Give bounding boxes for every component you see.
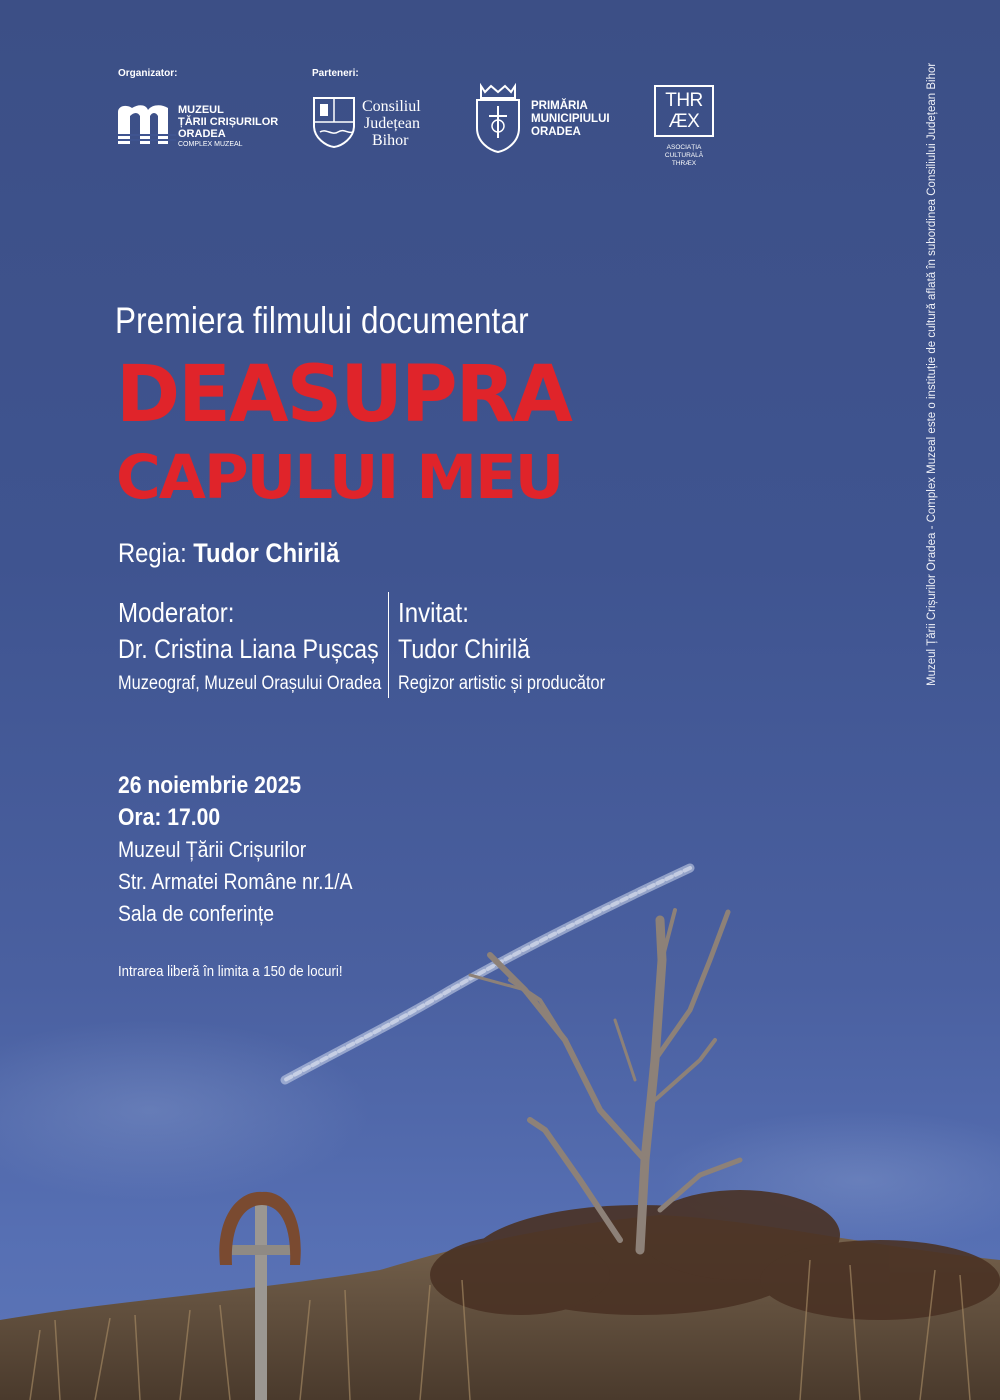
threx-mark-top: THR bbox=[665, 90, 703, 111]
event-date: 26 noiembrie 2025 bbox=[118, 772, 302, 799]
event-room: Sala de conferințe bbox=[118, 901, 275, 926]
column-divider bbox=[388, 592, 389, 698]
guest-label: Invitat: bbox=[398, 597, 469, 628]
partners-label: Parteneri: bbox=[312, 68, 359, 79]
pretitle: Premiera filmului documentar bbox=[115, 300, 529, 341]
event-time: Ora: 17.00 bbox=[118, 804, 221, 831]
council-logo-line1: Consiliul bbox=[362, 98, 421, 115]
guest-block bbox=[398, 595, 605, 701]
cityhall-logo-line3: ORADEA bbox=[531, 126, 581, 138]
event-venue: Muzeul Țării Crișurilor bbox=[118, 837, 307, 862]
moderator-label: Moderator: bbox=[118, 597, 235, 628]
museum-logo-line1: MUZEUL bbox=[178, 104, 224, 116]
film-title-line2: CAPULUI MEU bbox=[116, 442, 563, 513]
event-address: Str. Armatei Române nr.1/A bbox=[118, 869, 353, 894]
moderator-name: Dr. Cristina Liana Pușcaș bbox=[118, 634, 379, 664]
council-shield-icon bbox=[312, 96, 356, 148]
threx-mark-icon bbox=[654, 85, 714, 137]
threx-logo-line1: ASOCIAȚIA CULTURALĂ bbox=[664, 144, 704, 159]
threx-mark-bottom: ÆX bbox=[668, 111, 700, 132]
moderator-role: Muzeograf, Muzeul Orașului Oradea bbox=[118, 673, 382, 694]
council-logo-line2: Județean bbox=[364, 115, 420, 132]
side-note: Muzeul Țării Crișurilor Oradea - Complex Muzeal este o instituție de cultură aflată în subordinea Consiliului Județean Bihor bbox=[926, 62, 938, 686]
director-line bbox=[118, 538, 339, 569]
film-title-line1: DEASUPRA bbox=[116, 350, 571, 440]
threx-logo-line2: THRÆX bbox=[671, 160, 697, 167]
director-label: Regia: bbox=[118, 538, 187, 568]
event-details bbox=[118, 770, 353, 930]
guest-name: Tudor Chirilă bbox=[398, 634, 531, 664]
cityhall-logo-line1: PRIMĂRIA bbox=[531, 100, 588, 112]
cityhall-crest-icon bbox=[473, 82, 523, 154]
council-logo-line3: Bihor bbox=[372, 132, 409, 149]
director-name: Tudor Chirilă bbox=[193, 538, 340, 568]
museum-logo-sub: COMPLEX MUZEAL bbox=[178, 141, 243, 148]
museum-logo-line2: ȚĂRII CRIȘURILOR bbox=[178, 116, 279, 128]
entry-note: Intrarea liberă în limita a 150 de locuri! bbox=[118, 963, 343, 980]
guest-role: Regizor artistic și producător bbox=[398, 673, 606, 694]
organizer-label: Organizator: bbox=[118, 68, 178, 79]
museum-m-icon bbox=[118, 104, 176, 146]
museum-logo-line3: ORADEA bbox=[178, 128, 226, 140]
cityhall-logo-line2: MUNICIPIULUI bbox=[531, 113, 610, 125]
moderator-block bbox=[118, 595, 381, 701]
